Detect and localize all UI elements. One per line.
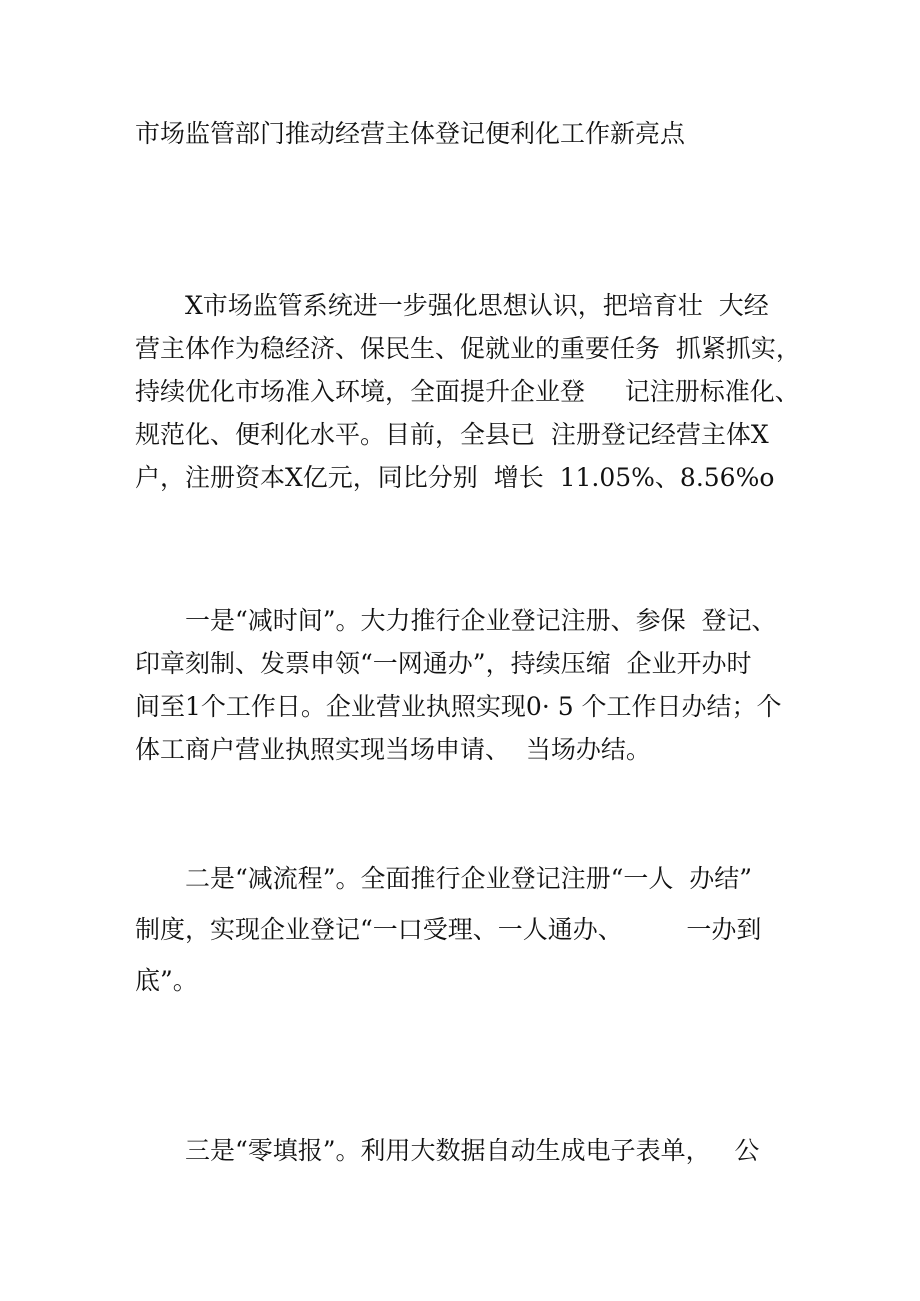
- text-line: 户，注册资本X亿元，同比分别 增长 11.05%、8.56%o: [135, 463, 775, 492]
- text-line: 一是“减时间”。大力推行企业登记注册、参保 登记、: [185, 606, 777, 635]
- text-line: 印章刻制、发票申领“一网通办”，持续压缩 企业开办时: [135, 649, 752, 678]
- text-line: 三是“零填报”。利用大数据自动生成电子表单， 公: [185, 1136, 760, 1165]
- text-line: 底”。: [135, 966, 198, 995]
- paragraph-zero-filing: [135, 1129, 815, 1172]
- document-title: 市场监管部门推动经营主体登记便利化工作新亮点: [135, 119, 686, 148]
- text-line: 体工商户营业执照实现当场申请、 当场办结。: [135, 735, 651, 764]
- text-line: X市场监管系统进一步强化思想认识，把培育壮 大经: [185, 291, 769, 320]
- text-line: 持续优化市场准入环境，全面提升企业登 记注册标准化、: [135, 377, 800, 406]
- paragraph-reduce-time: [135, 599, 815, 771]
- text-line: 间至1个工作日。企业营业执照实现0· 5 个工作日办结；个: [135, 692, 782, 721]
- text-line: 制度，实现企业登记“一口受理、一人通办、 一办到: [135, 915, 762, 944]
- paragraph-reduce-process: [135, 857, 815, 1002]
- text-line: 二是“减流程”。全面推行企业登记注册“一人 办结”: [185, 864, 753, 893]
- text-line: 营主体作为稳经济、保民生、促就业的重要任务 抓紧抓实，: [135, 334, 801, 363]
- text-line: 规范化、便利化水平。目前，全县已 注册登记经营主体X: [135, 420, 769, 449]
- paragraph-intro: [135, 284, 815, 499]
